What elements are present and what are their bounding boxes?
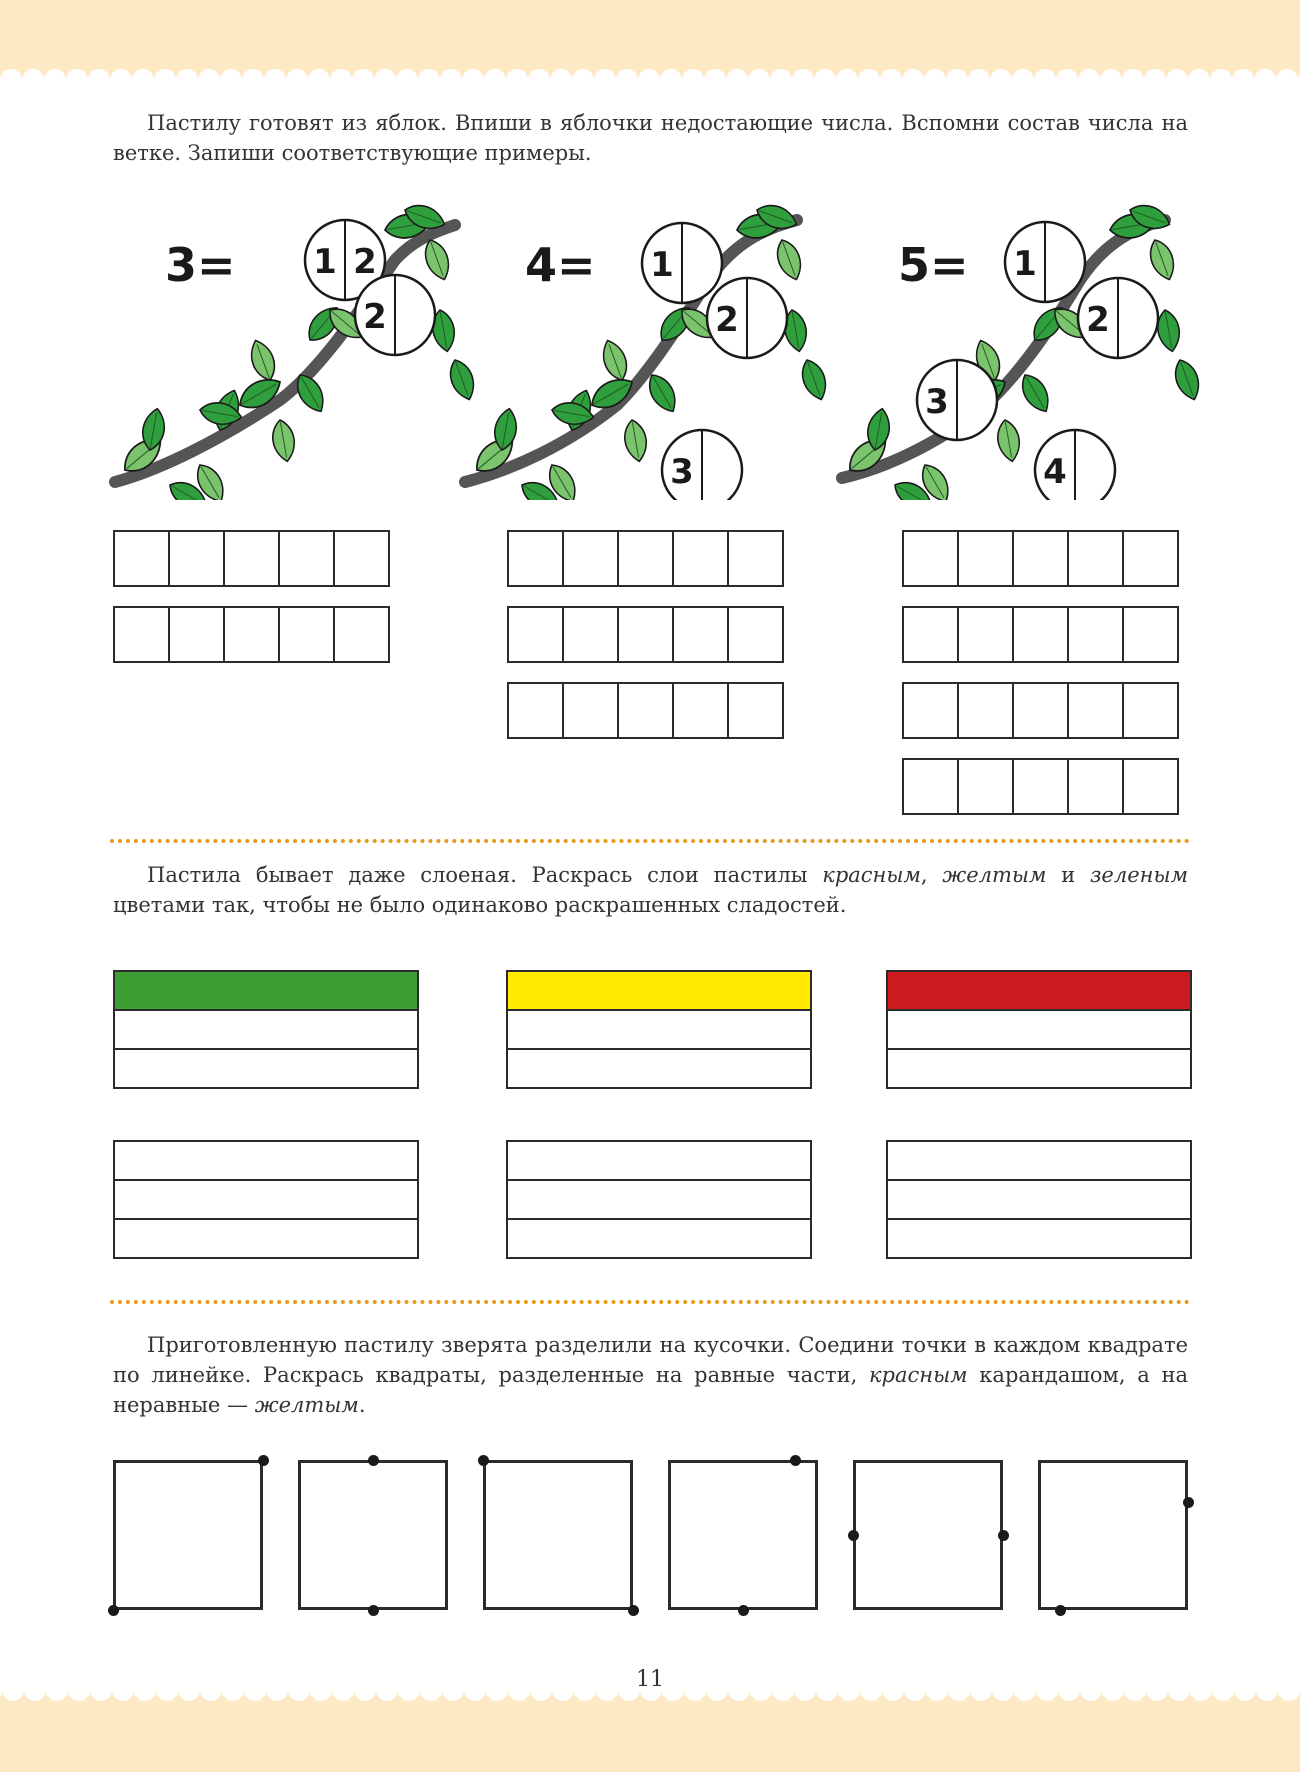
answer-row [113, 606, 390, 663]
pastila-layer[interactable] [113, 1179, 419, 1220]
pastila-stack [506, 970, 812, 1089]
answer-cell[interactable] [672, 606, 729, 663]
connect-dot[interactable] [848, 1530, 859, 1541]
apple [1035, 430, 1115, 500]
connect-dot[interactable] [478, 1455, 489, 1466]
leaf-shape [1170, 356, 1204, 403]
answer-row [507, 606, 784, 663]
leaf-shape [270, 418, 298, 463]
pastila-layer[interactable] [886, 1218, 1192, 1259]
apple [642, 223, 722, 303]
pastila-layer[interactable] [506, 1179, 812, 1220]
apple-number-left: 1 [650, 245, 674, 285]
answer-cell[interactable] [727, 682, 784, 739]
answer-cell[interactable] [902, 758, 959, 815]
pastila-stack [113, 970, 419, 1089]
leaf-shape [772, 236, 806, 283]
answer-cell[interactable] [1012, 758, 1069, 815]
branch-label-4: 4= [525, 238, 596, 292]
leaf-shape [995, 418, 1023, 463]
dot-square[interactable] [1038, 1460, 1188, 1610]
pastila-layer[interactable] [506, 1140, 812, 1181]
dot-square[interactable] [853, 1460, 1003, 1610]
pastila-layer[interactable] [886, 970, 1192, 1011]
answer-cell[interactable] [957, 682, 1014, 739]
pastila-layer[interactable] [113, 1218, 419, 1259]
connect-dot[interactable] [368, 1605, 379, 1616]
answer-cell[interactable] [507, 530, 564, 587]
apple [1005, 222, 1085, 302]
answer-cell[interactable] [562, 530, 619, 587]
pastila-layer[interactable] [506, 1009, 812, 1050]
apple-number-left: 3 [670, 452, 694, 492]
dot-square[interactable] [298, 1460, 448, 1610]
pastila-layer[interactable] [886, 1048, 1192, 1089]
task3-text: Приготовленную пастилу зверята разделили на кусочки. Соедини точки в каждом квадрате по линейке. Раскрась квадраты, разделенные на равные части, красным карандашом, а на неравные — желтым. [113, 1333, 1188, 1417]
apple [662, 430, 742, 500]
answer-cell[interactable] [507, 606, 564, 663]
answer-cell[interactable] [727, 606, 784, 663]
answer-cell[interactable] [113, 530, 170, 587]
connect-dot[interactable] [998, 1530, 1009, 1541]
answer-row [113, 530, 390, 587]
leaf-shape [1016, 370, 1055, 417]
answer-cell[interactable] [562, 682, 619, 739]
answer-cell[interactable] [562, 606, 619, 663]
leaf-shape [622, 418, 650, 463]
answer-cell[interactable] [1012, 682, 1069, 739]
answer-cell[interactable] [902, 606, 959, 663]
connect-dot[interactable] [790, 1455, 801, 1466]
apple [707, 278, 787, 358]
answer-cell[interactable] [1012, 530, 1069, 587]
apple-branches-illustration [0, 200, 1300, 500]
answer-cell[interactable] [1122, 530, 1179, 587]
answer-row [902, 606, 1179, 663]
answer-cell[interactable] [507, 682, 564, 739]
pastila-layer[interactable] [886, 1140, 1192, 1181]
answer-cell[interactable] [902, 682, 959, 739]
apple [1078, 278, 1158, 358]
pastila-layer[interactable] [506, 970, 812, 1011]
task2-text: Пастила бывает даже слоеная. Раскрась слои пастилы красным, желтым и зеленым цветами так, чтобы не было одинаково раскрашенных сладостей. [113, 863, 1188, 917]
answer-cell[interactable] [957, 530, 1014, 587]
answer-cell[interactable] [672, 530, 729, 587]
pastila-stack [506, 1140, 812, 1259]
answer-cell[interactable] [1122, 758, 1179, 815]
connect-dot[interactable] [1055, 1605, 1066, 1616]
pastila-layer[interactable] [113, 1140, 419, 1181]
answer-cell[interactable] [333, 606, 390, 663]
apple [917, 360, 997, 440]
apple-number-left: 2 [363, 297, 387, 337]
pastila-layer[interactable] [113, 1048, 419, 1089]
apple-number-left: 2 [715, 300, 739, 340]
branch-label-5: 5= [898, 238, 969, 292]
pastila-layer[interactable] [506, 1218, 812, 1259]
pastila-layer[interactable] [886, 1179, 1192, 1220]
apple-number-right: 2 [353, 242, 377, 282]
connect-dot[interactable] [1183, 1497, 1194, 1508]
answer-cell[interactable] [1067, 682, 1124, 739]
answer-cell[interactable] [957, 606, 1014, 663]
answer-cell[interactable] [278, 606, 335, 663]
answer-cell[interactable] [1067, 758, 1124, 815]
answer-cell[interactable] [113, 606, 170, 663]
leaf-shape [246, 337, 280, 384]
apple-number-left: 1 [313, 242, 337, 282]
answer-cell[interactable] [617, 606, 674, 663]
dot-square[interactable] [668, 1460, 818, 1610]
apple-number-left: 1 [1013, 244, 1037, 284]
answer-row [902, 682, 1179, 739]
answer-cell[interactable] [1067, 530, 1124, 587]
answer-cell[interactable] [902, 530, 959, 587]
leaf-shape [598, 337, 632, 384]
dotted-divider [110, 839, 1190, 843]
answer-cell[interactable] [617, 682, 674, 739]
answer-cell[interactable] [1122, 606, 1179, 663]
leaf-shape [797, 356, 831, 403]
pastila-layer[interactable] [506, 1048, 812, 1089]
answer-cell[interactable] [617, 530, 674, 587]
apple-number-left: 3 [925, 382, 949, 422]
dot-square[interactable] [113, 1460, 263, 1610]
apple [355, 275, 435, 355]
pastila-stack [113, 1140, 419, 1259]
answer-row [902, 530, 1179, 587]
answer-cell[interactable] [223, 530, 280, 587]
apple-number-left: 2 [1086, 300, 1110, 340]
answer-cell[interactable] [168, 606, 225, 663]
apple-number-left: 4 [1043, 452, 1067, 492]
pastila-layer[interactable] [886, 1009, 1192, 1050]
answer-row [507, 682, 784, 739]
connect-dot[interactable] [368, 1455, 379, 1466]
answer-cell[interactable] [278, 530, 335, 587]
pastila-stack [886, 1140, 1192, 1259]
dot-square[interactable] [483, 1460, 633, 1610]
pastila-layer[interactable] [113, 970, 419, 1011]
answer-cell[interactable] [957, 758, 1014, 815]
answer-cell[interactable] [223, 606, 280, 663]
leaf-shape [445, 356, 479, 403]
pastila-stack [886, 970, 1192, 1089]
connect-dot[interactable] [258, 1455, 269, 1466]
dotted-divider [110, 1300, 1190, 1304]
answer-cell[interactable] [168, 530, 225, 587]
answer-cell[interactable] [727, 530, 784, 587]
connect-dot[interactable] [628, 1605, 639, 1616]
connect-dot[interactable] [738, 1605, 749, 1616]
answer-cell[interactable] [1122, 682, 1179, 739]
answer-cell[interactable] [672, 682, 729, 739]
leaf-shape [1145, 236, 1179, 283]
answer-cell[interactable] [1067, 606, 1124, 663]
page-number: 11 [636, 1667, 664, 1692]
connect-dot[interactable] [108, 1605, 119, 1616]
pastila-layer[interactable] [113, 1009, 419, 1050]
answer-row [507, 530, 784, 587]
branch-label-3: 3= [165, 238, 236, 292]
task1-text: Пастилу готовят из яблок. Впиши в яблочки недостающие числа. Вспомни состав числа на ветке. Запиши соответствующие примеры. [113, 111, 1188, 165]
answer-cell[interactable] [333, 530, 390, 587]
answer-cell[interactable] [1012, 606, 1069, 663]
answer-row [902, 758, 1179, 815]
